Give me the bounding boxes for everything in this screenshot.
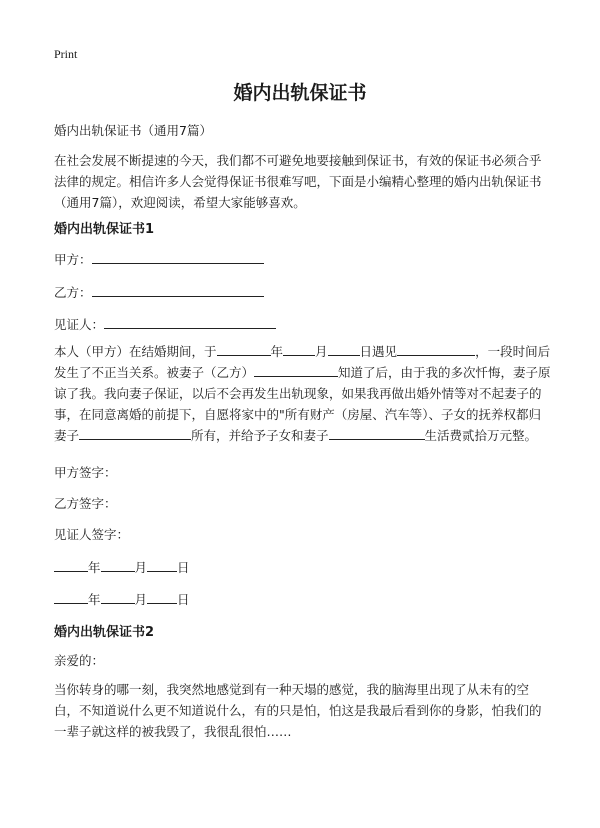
party-b-label: 乙方：: [54, 285, 92, 300]
month-blank: [283, 341, 315, 356]
date1-year-blank: [54, 557, 88, 572]
party-a-blank: [92, 249, 264, 264]
date2-month: 月: [134, 592, 148, 607]
party-a-field: [54, 249, 264, 268]
body-text-3: 月: [315, 344, 328, 359]
date2-year: 年: [88, 592, 101, 607]
date1-month: 月: [134, 560, 148, 575]
greeting: 亲爱的：: [54, 653, 105, 668]
sign-a: 甲方签字：: [54, 465, 117, 480]
witness-field: [54, 314, 276, 333]
party-a-label: 甲方：: [54, 252, 92, 267]
print-link[interactable]: Print: [54, 47, 78, 61]
sign-witness: 见证人签字：: [54, 527, 130, 542]
property-owner-blank: [79, 425, 191, 440]
body-text-4: 日遇见: [359, 344, 398, 359]
body-text-5: ，一段时间后发生了不正当关系。被妻子（乙方）: [54, 344, 551, 380]
person-blank: [397, 341, 475, 356]
party-b-field: [54, 282, 264, 301]
witness-label: 见证人：: [54, 317, 105, 332]
date2-day: 日: [177, 592, 190, 607]
section-1-body: [54, 341, 552, 446]
date1-month-blank: [101, 557, 135, 572]
year-blank: [217, 341, 271, 356]
sign-b: 乙方签字：: [54, 496, 117, 511]
date1-day: 日: [177, 560, 190, 575]
body-text-8: 生活费贰拾万元整。: [424, 428, 538, 443]
date-line-2: [54, 589, 190, 608]
date2-day-blank: [147, 589, 177, 604]
section-2-body: 当你转身的哪一刻，我突然地感觉到有一种天塌的感觉，我的脑海里出现了从未有的空白，不知道说什么更不知道说什么，有的只是怕，怕这是我最后看到你的身影，怕我们的一辈子就这样的被我毁了，我很乱很怕……: [54, 682, 542, 739]
subtitle: 婚内出轨保证书（通用7篇）: [54, 123, 212, 138]
witness-blank: [104, 314, 276, 329]
body-text-6: 知道了后，由于我的多次忏悔，妻子原谅了我。我向妻子保证，以后不会再发生出轨现象，如果我再做出婚外情等对不起妻子的事，在同意离婚的前提下，自愿将家中的"所有财产（房屋、汽车等）、子女的抚养权都归妻子: [54, 365, 551, 443]
body-text-1: 本人（甲方）在结婚期间，于: [54, 344, 217, 359]
date2-month-blank: [101, 589, 135, 604]
section-2-heading: 婚内出轨保证书2: [54, 625, 155, 640]
intro-paragraph: 在社会发展不断提速的今天，我们都不可避免地要接触到保证书，有效的保证书必须合乎法律的规定。相信许多人会觉得保证书很难写吧，下面是小编精心整理的婚内出轨保证书（通用7篇），欢迎阅读，希望大家能够喜欢。: [54, 153, 542, 210]
body-text-2: 年: [270, 344, 284, 359]
date1-year: 年: [88, 560, 101, 575]
date-line-1: [54, 557, 190, 576]
party-b-blank: [92, 282, 264, 297]
date2-year-blank: [54, 589, 88, 604]
page-title: 婚内出轨保证书: [233, 82, 367, 104]
date1-day-blank: [147, 557, 177, 572]
section-1-heading: 婚内出轨保证书1: [54, 222, 155, 237]
day-blank: [328, 341, 360, 356]
recipient-blank: [329, 425, 425, 440]
wife-name-blank: [254, 362, 338, 377]
body-text-7: 所有，并给予子女和妻子: [191, 428, 329, 443]
